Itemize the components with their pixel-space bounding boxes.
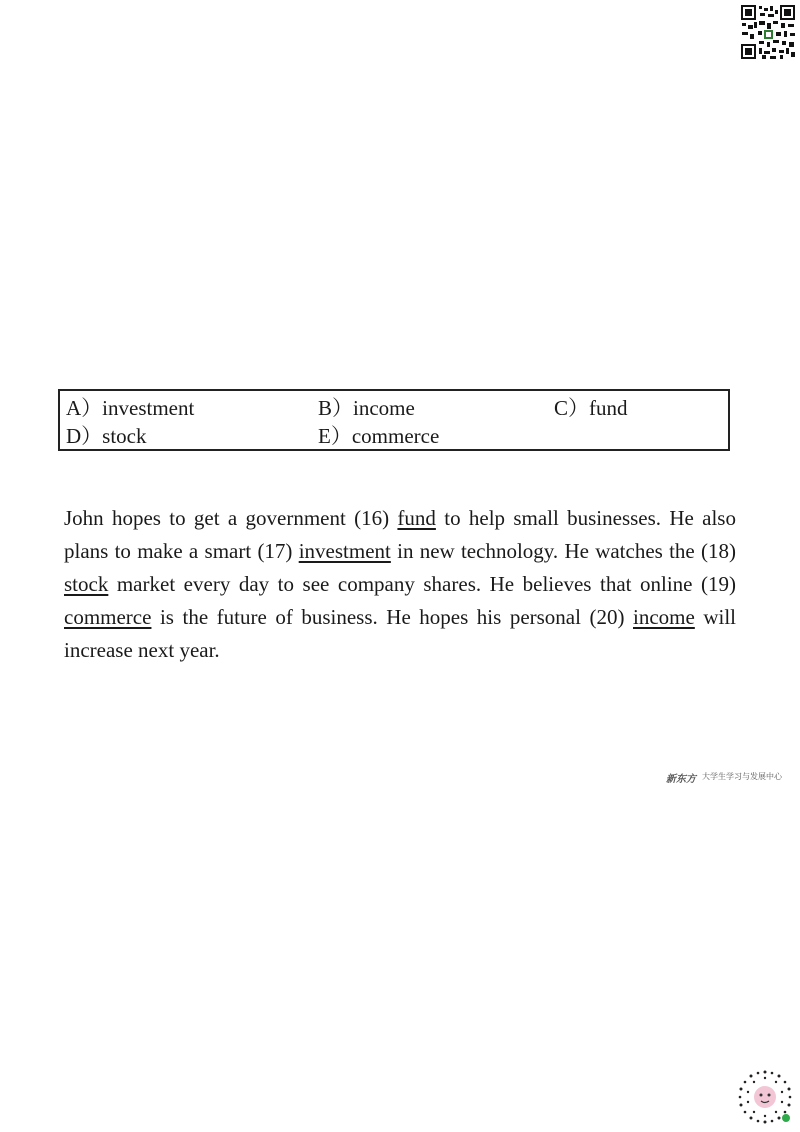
answer-20: income [633, 605, 695, 629]
option-word: income [353, 396, 415, 420]
passage-text: to help small businesses. He also plans to make a smart (17) [64, 506, 736, 563]
option-label: C） [554, 396, 590, 420]
passage-paragraph [64, 502, 736, 667]
option-a [66, 395, 194, 421]
answer-16: fund [397, 506, 436, 530]
answer-17: investment [298, 539, 391, 563]
logo-mark: 新东方 [666, 774, 696, 785]
answer-19: commerce [64, 605, 152, 629]
passage-text: market every day to see company shares. He believes that online (19) [108, 572, 736, 596]
option-word: investment [102, 396, 195, 420]
word-bank-box [58, 389, 730, 451]
publisher-logo [666, 762, 796, 790]
option-label: E） [318, 424, 352, 448]
answer-18: stock [64, 572, 109, 596]
mini-program-code-icon [736, 1068, 794, 1126]
option-word: stock [102, 424, 147, 448]
passage-text: is the future of business. He hopes his personal (20) [151, 605, 633, 629]
passage-text: John hopes to get a government (16) [64, 506, 398, 530]
qr-code-icon [740, 4, 796, 60]
option-e [318, 423, 439, 449]
passage-text: will increase next year. [64, 605, 736, 662]
option-word: fund [589, 396, 628, 420]
logo-text: 大学生学习与发展中心 [702, 772, 782, 781]
option-d [66, 423, 147, 449]
option-label: B） [318, 396, 354, 420]
option-c [554, 395, 628, 421]
option-word: commerce [351, 424, 440, 448]
passage-text: in new technology. He watches the (18) [390, 539, 736, 563]
option-b [318, 395, 415, 421]
option-label: D） [66, 424, 103, 448]
option-label: A） [66, 396, 103, 420]
